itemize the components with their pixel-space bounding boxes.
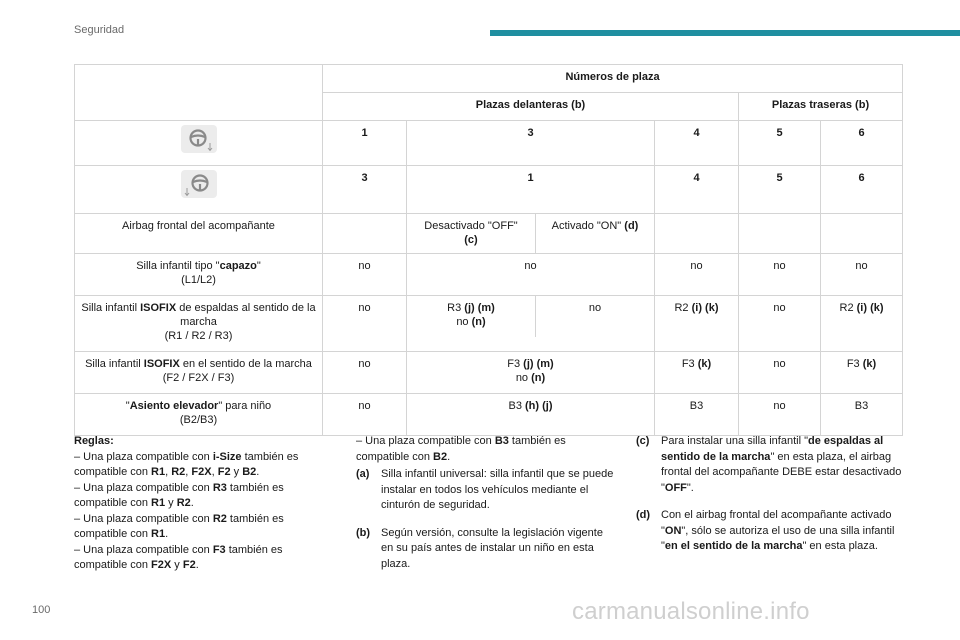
airbag-off-ref: (c) <box>464 234 478 246</box>
cell-ref: (n) <box>471 316 486 328</box>
rule-item: – Una plaza compatible con B3 también es compatible con B2. <box>356 435 566 463</box>
label-text: Silla infantil <box>81 302 141 314</box>
note-text: Según versión, consulte la legislación vigente en su país antes de instalar un niño en esta plaza. <box>381 526 603 570</box>
table-header-row <box>75 65 903 93</box>
rhd-icon-cell <box>75 166 323 214</box>
steering-wheel-left-icon <box>181 125 217 153</box>
cell-ref: (k) <box>697 358 712 370</box>
label-bold: ISOFIX <box>140 302 177 314</box>
table-cell <box>821 352 903 394</box>
cell-ref: (j) (m) <box>464 302 495 314</box>
row-label: Airbag frontal del acompañante <box>75 214 323 254</box>
cell-ref: (i) (k) <box>691 302 719 314</box>
table-row-booster <box>75 394 903 436</box>
rule-item: – Una plaza compatible con R2 también es compatible con R1. <box>74 512 284 540</box>
cell-text: R2 <box>839 302 854 314</box>
rules-title-text: Reglas: <box>74 435 114 447</box>
cell-ref: (i) (k) <box>856 302 884 314</box>
empty-header-cell <box>75 65 323 121</box>
airbag-on-cell <box>536 214 654 253</box>
label-bold: ISOFIX <box>143 358 180 370</box>
label-text: " para niño <box>218 400 272 412</box>
seat-cell: 1 <box>323 121 407 166</box>
table-cell <box>407 352 655 394</box>
cell-text: F3 <box>846 358 860 370</box>
seat-cell: 1 <box>407 166 655 214</box>
steering-wheel-right-icon <box>181 170 217 198</box>
cell-text: R3 <box>447 302 462 314</box>
table-cell: no <box>739 254 821 296</box>
label-text: de espaldas al sentido de la marcha <box>176 302 316 328</box>
note-text: Con el airbag frontal del acompañante activado "ON", sólo se autoriza el uso de una silla infantil "en el sentido de la marcha" en esta plaza. <box>661 509 895 552</box>
cell-ref: (j) (m) <box>523 358 554 370</box>
cell-ref: (n) <box>531 372 546 384</box>
label-text: " <box>125 400 130 412</box>
table-row-lhd <box>75 121 903 166</box>
airbag-off-text: Desactivado "OFF" <box>424 220 518 232</box>
table-cell <box>407 394 655 436</box>
split-cell <box>407 296 536 337</box>
rules-title <box>74 434 336 450</box>
label-bold: Asiento elevador <box>129 400 219 412</box>
note-text: Silla infantil universal: silla infantil que se puede instalar en todos los vehículos mediante el cinturón de seguridad. <box>381 468 614 511</box>
table-cell <box>655 296 739 352</box>
table-cell: no <box>407 254 655 296</box>
airbag-on-text: Activado "ON" <box>551 220 622 232</box>
table-cell <box>655 352 739 394</box>
seat-cell: 3 <box>407 121 655 166</box>
header-rear-seats: Plazas traseras (b) <box>739 93 903 121</box>
table-cell: no <box>323 352 407 394</box>
accent-bar <box>490 30 960 36</box>
table-cell: B3 <box>655 394 739 436</box>
lhd-icon-cell <box>75 121 323 166</box>
row-label <box>75 352 323 394</box>
table-cell <box>739 214 821 254</box>
cell-text: no <box>515 372 529 384</box>
split-cell: no <box>588 302 602 314</box>
table-cell <box>821 214 903 254</box>
seat-cell: 4 <box>655 121 739 166</box>
airbag-on-ref: (d) <box>624 220 639 232</box>
note-key: (b) <box>356 526 371 539</box>
seat-cell: 4 <box>655 166 739 214</box>
cell-ref: (k) <box>862 358 877 370</box>
label-sub: (F2 / F2X / F3) <box>162 372 235 384</box>
header-seat-numbers: Números de plaza <box>323 65 903 93</box>
table-cell: no <box>323 296 407 352</box>
label-sub: (R1 / R2 / R3) <box>164 330 233 342</box>
table-cell <box>407 296 655 352</box>
table-cell: no <box>323 394 407 436</box>
row-label <box>75 394 323 436</box>
table-cell: no <box>739 352 821 394</box>
table-row-airbag <box>75 214 903 254</box>
table-row-isofix-front <box>75 352 903 394</box>
table-cell <box>655 214 739 254</box>
label-text: en el sentido de la marcha <box>179 358 312 370</box>
cell-ref: (h) (j) <box>525 400 553 412</box>
header-front-seats: Plazas delanteras (b) <box>323 93 739 121</box>
seat-cell: 6 <box>821 121 903 166</box>
cell-text: B3 <box>508 400 522 412</box>
note-key: (c) <box>636 435 650 447</box>
note-key: (d) <box>636 509 651 521</box>
note-d <box>636 508 902 555</box>
label-text: Silla infantil tipo " <box>136 260 220 272</box>
label-text: " <box>256 260 261 272</box>
row-label <box>75 254 323 296</box>
table-cell: no <box>323 254 407 296</box>
seat-cell: 6 <box>821 166 903 214</box>
label-sub: (B2/B3) <box>179 414 218 426</box>
rule-item: – Una plaza compatible con i-Size también es compatible con R1, R2, F2X, F2 y B2. <box>74 450 299 478</box>
table-row-isofix-rear <box>75 296 903 352</box>
table-cell: no <box>739 394 821 436</box>
table-cell <box>821 296 903 352</box>
table-cell: no <box>655 254 739 296</box>
airbag-off-cell <box>407 214 536 253</box>
table-cell: B3 <box>821 394 903 436</box>
cell-text: no <box>456 316 469 328</box>
rules-column-3 <box>636 434 902 555</box>
page-number: 100 <box>32 604 51 616</box>
rule-item: – Una plaza compatible con F3 también es compatible con F2X y F2. <box>74 543 283 571</box>
note-key: (a) <box>356 468 370 480</box>
table-cell <box>323 214 407 254</box>
table-cell: no <box>821 254 903 296</box>
seat-compatibility-table <box>74 64 903 436</box>
note-a <box>356 467 618 514</box>
table-row-rhd <box>75 166 903 214</box>
section-title: Seguridad <box>74 24 125 36</box>
seat-cell: 5 <box>739 166 821 214</box>
cell-text: F3 <box>681 358 695 370</box>
watermark: carmanualsonline.info <box>572 598 810 625</box>
row-label <box>75 296 323 352</box>
note-b <box>356 526 618 573</box>
rule-item: – Una plaza compatible con R3 también es compatible con R1 y R2. <box>74 481 284 509</box>
table-cell <box>407 214 655 254</box>
label-bold: capazo <box>219 260 257 272</box>
rules-column-1 <box>74 434 336 574</box>
seat-cell: 3 <box>323 166 407 214</box>
label-text: Silla infantil <box>85 358 144 370</box>
table-row-capazo <box>75 254 903 296</box>
note-text: Para instalar una silla infantil "de espaldas al sentido de la marcha" en esta plaza, el airbag frontal del acompañante DEBE estar desactivado "OFF". <box>661 435 902 494</box>
label-sub: (L1/L2) <box>181 274 216 286</box>
rules-column-2 <box>356 434 618 572</box>
seat-cell: 5 <box>739 121 821 166</box>
note-c <box>636 434 902 496</box>
cell-text: R2 <box>674 302 689 314</box>
table-cell: no <box>739 296 821 352</box>
cell-text: F3 <box>507 358 521 370</box>
